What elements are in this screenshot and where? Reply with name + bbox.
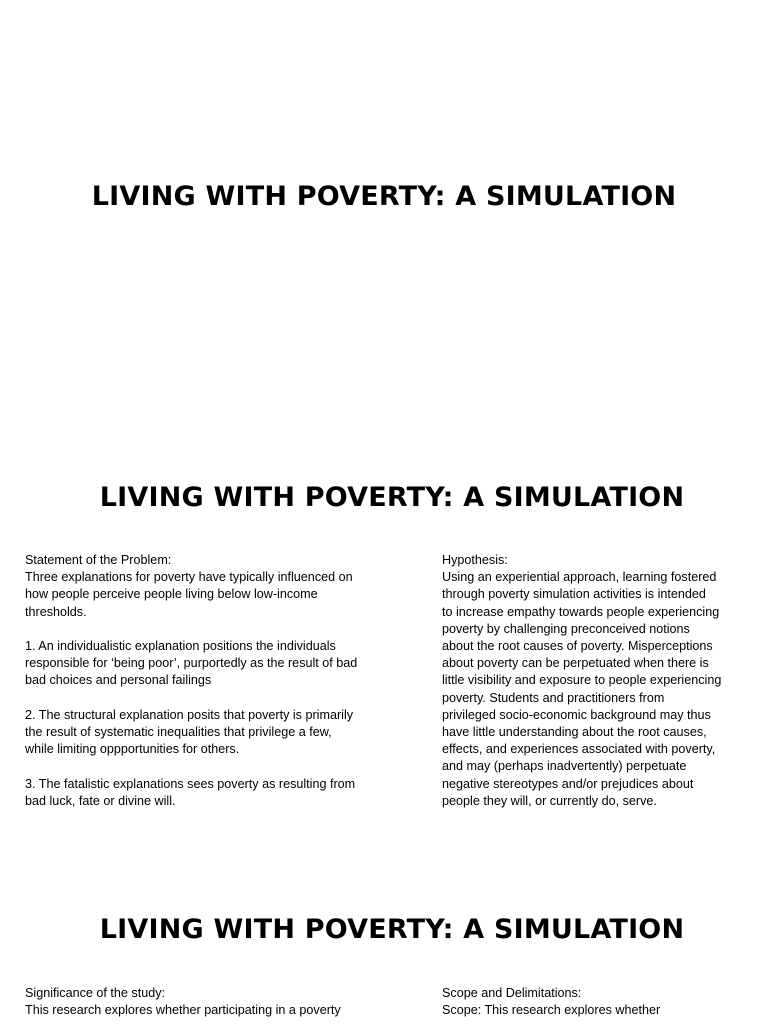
slide-3-significance: Significance of the study: This research explores whether participating in a poverty — [25, 986, 341, 1018]
slide-2-problem-statement: Statement of the Problem: Three explanations for poverty have typically influenced on how people perceive people living below low-income thresholds. 1. An individualistic explanation positions the individuals responsible for ‘being poor’, purportedly as the result of bad bad choices and personal failings 2. The structural explanation posits that poverty is primarily the result of systematic inequalities that privilege a few, while limiting oppportunities for others. 3. The fatalistic explanations sees poverty as resulting from bad luck, fate or divine will. — [25, 553, 358, 808]
slide-3-title: LIVING WITH POVERTY: A SIMULATION — [99, 914, 685, 945]
slide-3-scope: Scope and Delimitations: Scope: This research explores whether — [442, 986, 661, 1018]
slide-2-hypothesis: Hypothesis: Using an experiential approach, learning fostered through poverty simulation activities is intended to increase empathy towards people experiencing poverty by challenging preconceived notions about the root causes of poverty. Misperceptions about poverty can be perpetuated when there is little visibility and exposure to people experiencing poverty. Students and practitioners from privileged socio-economic background may thus have little understanding about the root causes, effects, and experiences associated with poverty, and may (perhaps inadvertently) perpetuate negative stereotypes and/or prejudices about people they will, or currently do, serve. — [442, 553, 722, 808]
slide-2-title: LIVING WITH POVERTY: A SIMULATION — [99, 482, 685, 513]
slide-1-title: LIVING WITH POVERTY: A SIMULATION — [91, 181, 677, 212]
